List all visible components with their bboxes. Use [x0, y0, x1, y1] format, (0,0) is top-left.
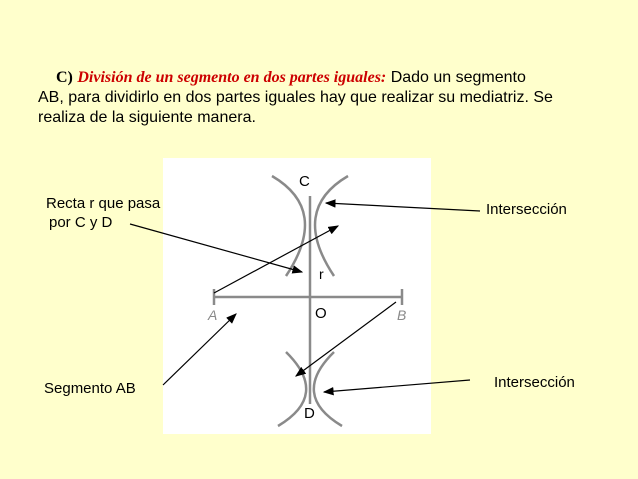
- callout-recta-line2: por C y D: [49, 214, 113, 231]
- arrow-segmento: [163, 314, 236, 385]
- arc-top-right: [315, 176, 348, 276]
- callout-recta-line1: Recta r que pasa: [46, 195, 161, 212]
- paragraph-line-2: AB, para dividirlo en dos partes iguales hay que realizar su mediatriz. Se: [38, 89, 553, 106]
- paragraph-text-1: Dado un segmento: [386, 69, 526, 86]
- callout-interseccion-bottom: Intersección: [494, 374, 575, 391]
- arrow-interseccion-bottom: [324, 380, 470, 392]
- arrow-interseccion-top-c: [326, 203, 480, 211]
- arc-top-left: [272, 176, 305, 276]
- point-c-label: C: [299, 173, 310, 190]
- section-letter: C): [56, 69, 73, 86]
- point-b-label: B: [397, 307, 407, 323]
- paragraph-line-3: realiza de la siguiente manera.: [38, 109, 256, 126]
- line-r-label: r: [319, 266, 324, 282]
- callout-interseccion-top: Intersección: [486, 201, 567, 218]
- point-a-label: A: [208, 307, 218, 323]
- section-heading: División de un segmento en dos partes iguales:: [77, 69, 387, 86]
- point-d-label: D: [304, 405, 315, 422]
- arc-bottom-right: [314, 352, 342, 426]
- arc-bottom-left: [278, 352, 306, 426]
- arrow-recta: [130, 224, 302, 272]
- callout-segmento: Segmento AB: [44, 380, 136, 397]
- point-o-label: O: [315, 305, 327, 322]
